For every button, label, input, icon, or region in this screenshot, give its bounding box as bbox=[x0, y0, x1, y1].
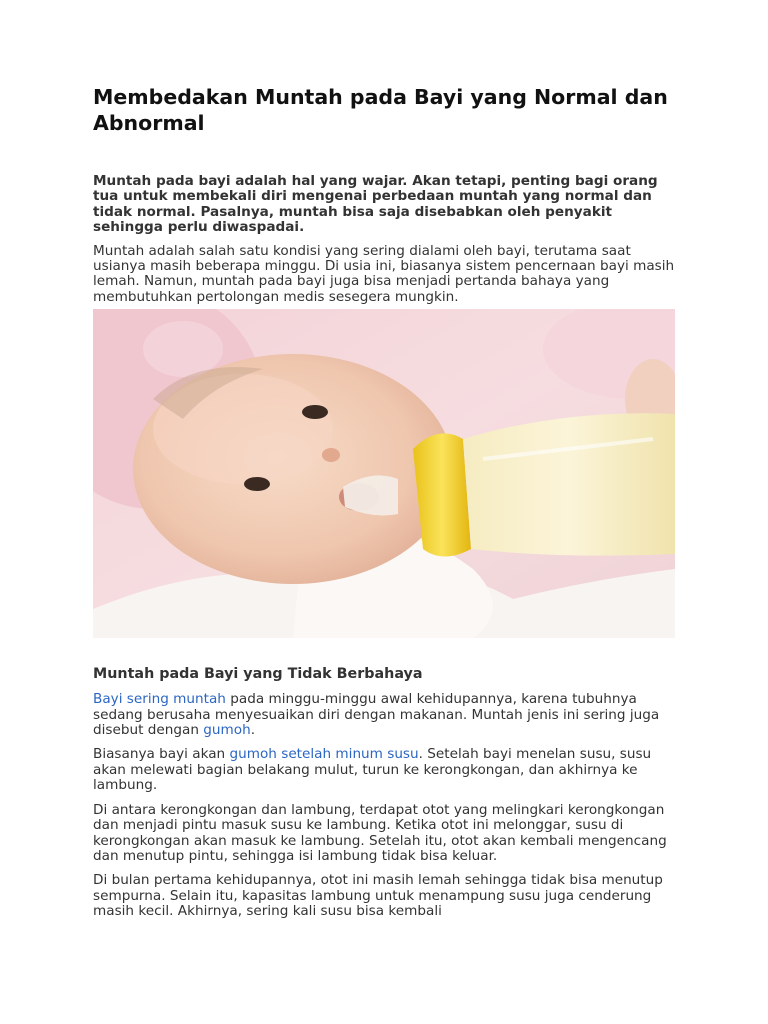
link-bayi-sering-muntah[interactable]: Bayi sering muntah bbox=[93, 691, 226, 708]
article bbox=[93, 84, 683, 920]
paragraph-2-text-b: . Setelah bayi menelan susu, susu akan melewati bagian belakang mulut, turun ke kerongkongan, dan akhirnya ke lambung. bbox=[93, 746, 652, 794]
paragraph-4: Di bulan pertama kehidupannya, otot ini masih lemah sehingga tidak bisa menutup sempurna. Selain itu, kapasitas lambung untuk menampung susu juga cenderung masih kecil. Akhirnya, sering kali susu bisa kembali bbox=[93, 872, 663, 920]
intro-paragraph: Muntah adalah salah satu kondisi yang sering dialami oleh bayi, terutama saat usianya masih beberapa minggu. Di usia ini, biasanya sistem pencernaan bayi masih lemah. Namun, muntah pada bayi juga bisa menjadi pertanda bahaya yang membutuhkan pertolongan medis sesegera mungkin. bbox=[93, 242, 675, 305]
section-heading: Muntah pada Bayi yang Tidak Berbahaya bbox=[93, 666, 423, 683]
article-title: Membedakan Muntah pada Bayi yang Normal dan Abnormal bbox=[93, 85, 668, 135]
paragraph-1-text-a: pada minggu-minggu awal kehidupannya, karena tubuhnya sedang berusaha menyesuaikan diri dengan makanan. Muntah jenis ini sering juga disebut dengan bbox=[93, 691, 660, 739]
paragraph-3: Di antara kerongkongan dan lambung, terdapat otot yang melingkari kerongkongan dan menjadi pintu masuk susu ke lambung. Ketika otot ini melonggar, susu di kerongkongan akan masuk ke lambung. Setelah itu, otot akan kembali mengencang dan menutup pintu, sehingga isi lambung tidak bisa keluar. bbox=[93, 801, 667, 864]
article-lead: Muntah pada bayi adalah hal yang wajar. Akan tetapi, penting bagi orang tua untuk membekali diri mengenai perbedaan muntah yang normal dan tidak normal. Pasalnya, muntah bisa saja disebabkan oleh penyakit sehingga perlu diwaspadai. bbox=[93, 173, 658, 236]
paragraph-2-text-a: Biasanya bayi akan bbox=[93, 746, 230, 763]
paragraph-1-text-b: . bbox=[250, 722, 256, 739]
paragraph-2 bbox=[93, 747, 683, 793]
baby-bottle-photo bbox=[93, 309, 675, 638]
link-gumoh[interactable]: gumoh bbox=[203, 722, 251, 739]
paragraph-1 bbox=[93, 692, 683, 738]
link-gumoh-setelah-minum-susu[interactable]: gumoh setelah minum susu bbox=[229, 746, 419, 763]
